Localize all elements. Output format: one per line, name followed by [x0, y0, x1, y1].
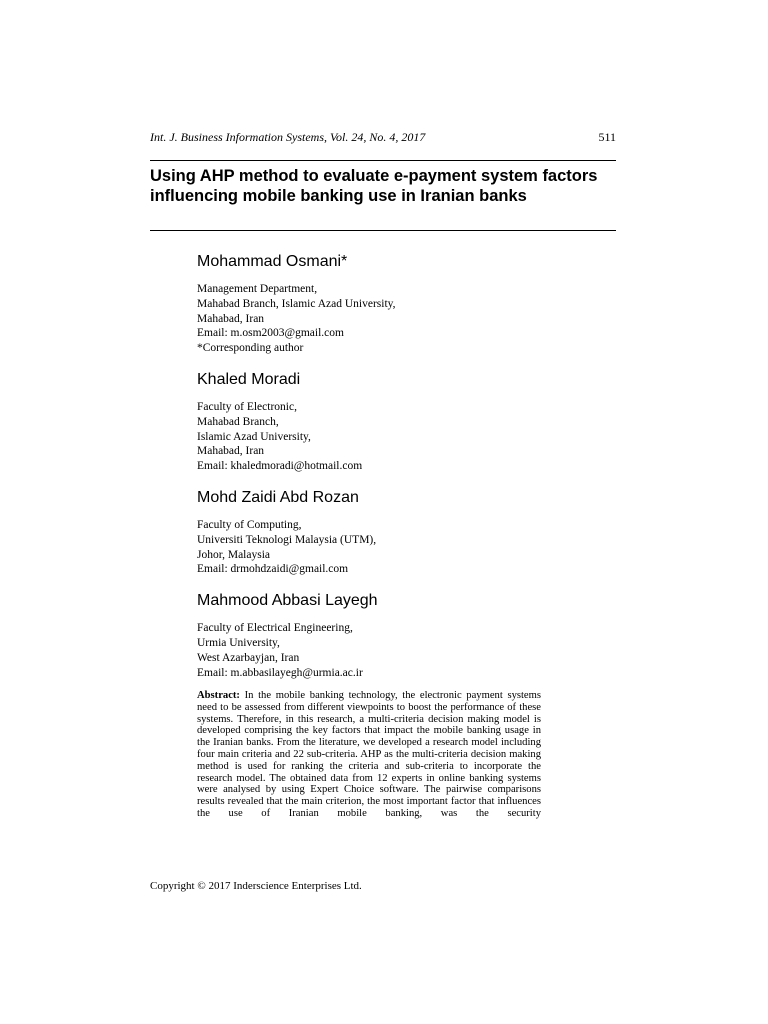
affiliation-line: Management Department, [197, 283, 318, 295]
affiliation-line: Mahabad Branch, [197, 415, 279, 428]
affiliation-line: Mahabad, Iran [197, 445, 265, 458]
title-rule-bottom [150, 230, 616, 231]
author-affiliation [197, 518, 567, 577]
affiliation-line: Urmia University, [197, 636, 280, 649]
author-block [197, 252, 567, 356]
author-affiliation [197, 282, 567, 356]
abstract [197, 690, 541, 820]
author-block [197, 488, 567, 577]
page-number: 511 [598, 130, 616, 144]
author-name: Mahmood Abbasi Layegh [197, 592, 378, 610]
author-name: Mohammad Osmani* [197, 253, 348, 270]
author-email: Email: m.osm2003@gmail.com [197, 327, 344, 340]
journal-citation: Int. J. Business Information Systems, Vol. 24, No. 4, 2017 [150, 130, 426, 144]
author-affiliation [197, 400, 567, 474]
author-name: Khaled Moradi [197, 370, 301, 388]
author-block [197, 370, 567, 474]
author-name: Mohd Zaidi Abd Rozan [197, 488, 359, 506]
author-email: Email: drmohdzaidi@gmail.com [197, 563, 349, 576]
affiliation-line: *Corresponding author [197, 342, 304, 355]
abstract-label: Abstract: [197, 690, 240, 701]
affiliation-line: Mahabad, Iran [197, 312, 265, 325]
affiliation-line: Mahabad Branch, Islamic Azad University, [197, 297, 396, 310]
affiliation-line: Johor, Malaysia [197, 548, 270, 561]
copyright-notice: Copyright © 2017 Inderscience Enterprises Ltd. [150, 880, 362, 892]
affiliation-line: Islamic Azad University, [197, 430, 311, 443]
affiliation-line: Faculty of Electrical Engineering, [197, 622, 353, 635]
author-email: Email: khaledmoradi@hotmail.com [197, 460, 363, 473]
running-header [150, 130, 616, 144]
affiliation-line: Universiti Teknologi Malaysia (UTM), [197, 533, 377, 546]
title-rule-top [150, 160, 616, 161]
author-block [197, 591, 567, 680]
abstract-text: In the mobile banking technology, the electronic payment systems need to be assessed from different viewpoints to boost the performance of these systems. Therefore, in this research, a multi-criteria decision making model is developed comprising the key factors that impact the mobile banking usage in the Iranian banks. From the literature, we developed a research model including four main criteria and 22 sub-criteria. AHP as the multi-criteria decision making method is used for ranking the criteria and sub-criteria to incorporate the research model. The obtained data from 12 experts in online banking systems were analysed by using Expert Choice software. The pairwise comparisons results revealed that the main criterion, the most important factor that influences the use of Iranian mobile banking, was the security [197, 690, 541, 819]
author-email: Email: m.abbasilayegh@urmia.ac.ir [197, 666, 363, 679]
affiliation-line: Faculty of Electronic, [197, 400, 297, 413]
author-affiliation [197, 621, 567, 680]
affiliation-line: West Azarbayjan, Iran [197, 651, 300, 664]
author-list [197, 252, 567, 680]
paper-title: Using AHP method to evaluate e-payment system factors influencing mobile banking use in Iranian banks [150, 167, 598, 205]
affiliation-line: Faculty of Computing, [197, 518, 302, 531]
